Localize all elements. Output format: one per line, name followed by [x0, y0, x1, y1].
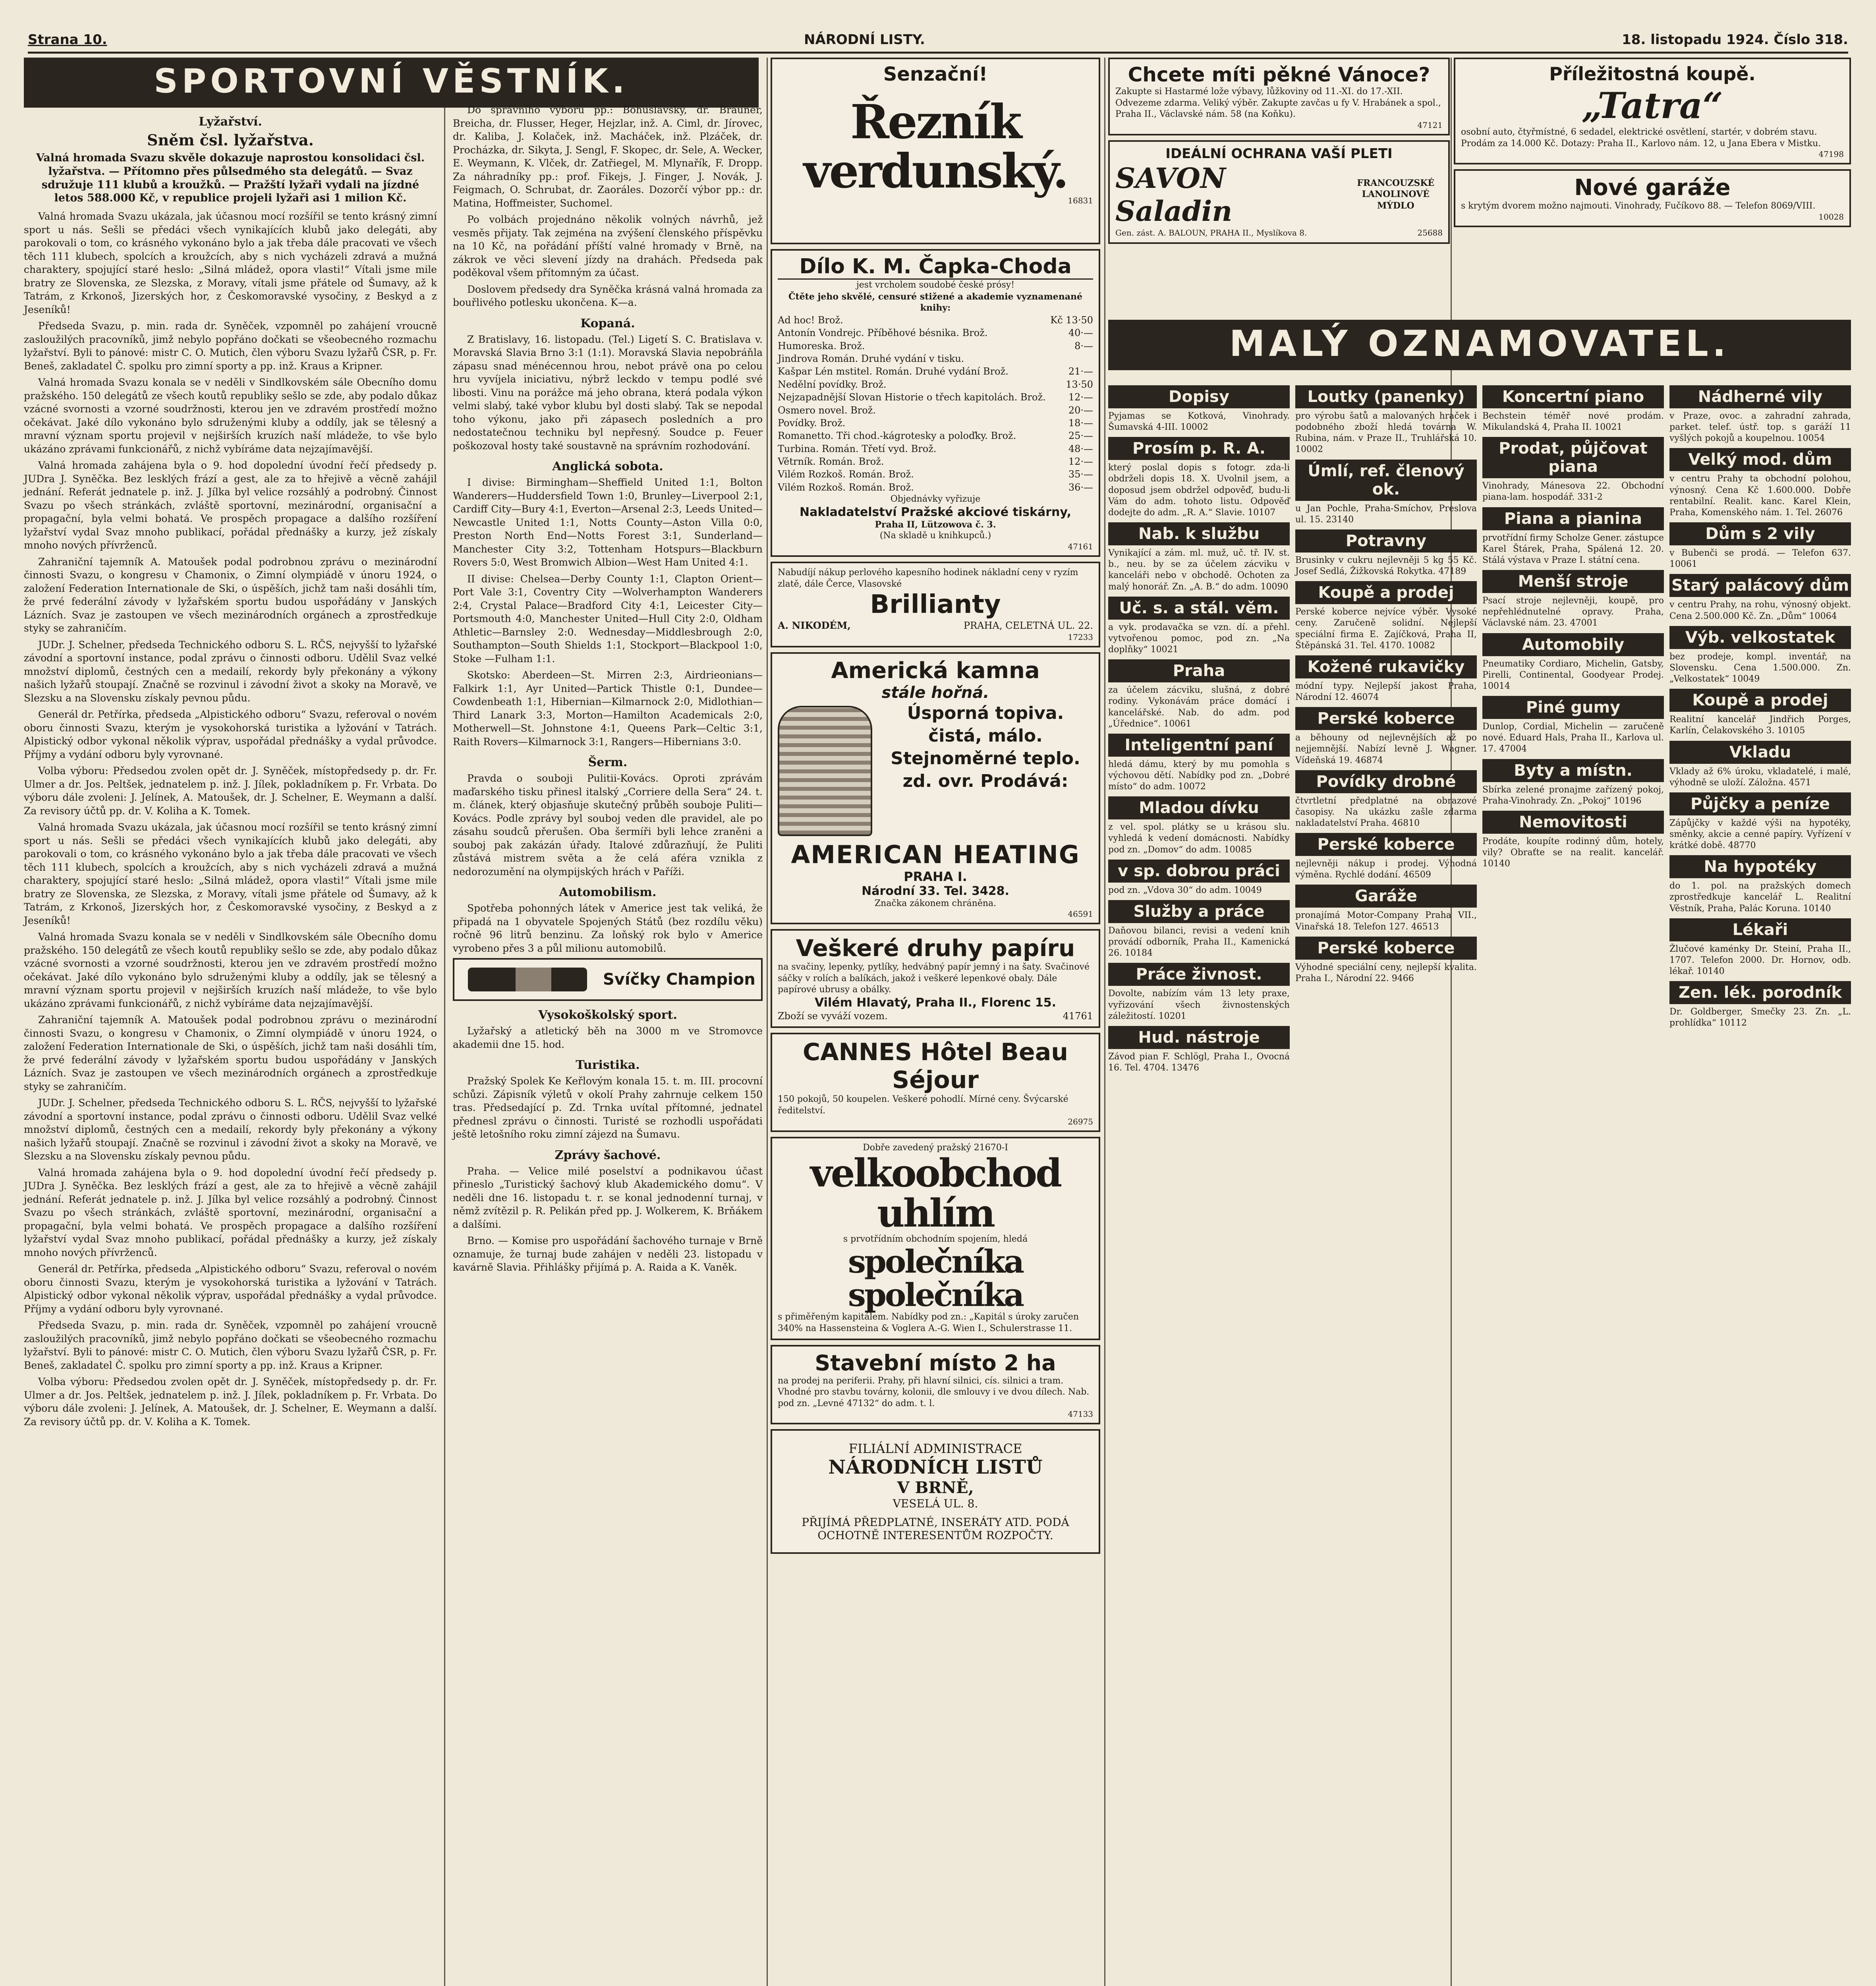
- page-number: Strana 10.: [28, 32, 107, 48]
- paragraph: Zahraniční tajemník A. Matoušek podal podrobnou zprávu o mezinárodní činnosti Svazu, o kongresu v Chamonix, o Zimní olympiádě v únoru 1924, o založení Federation Internationale de Ski, o úspěších, jichž tam naši dosáhli tím, že prvé federální závody v lyžařském sportu budou uspořádány v Janských Lázních. Svaz je zastoupen ve všech mezinárodních orgánech a zprostředkuje styky se zahraničím.: [24, 1014, 437, 1092]
- text-ads-stavebni-num: 47133: [1068, 1409, 1093, 1419]
- text-classified-col4sections-1-t: Výhodné speciální ceny, nejlepší kvalita. Praha I., Národní 22. 9466: [1295, 962, 1477, 983]
- text-ads-velkoobchod-big: velkoobchod uhlím: [810, 1151, 1061, 1236]
- text-ads-capek-books-5-price: 13·50: [1066, 379, 1093, 390]
- text-classified-colb-1-h: Úmlí, ref. členový ok.: [1295, 460, 1477, 501]
- text-ads-capek-books-9-price: 25·—: [1068, 430, 1093, 442]
- text-classified-cold-1-t: v centru Prahy ta obchodní polohou, výnosný. Cena Kč 1.600.000. Dobře rentabilní. Realit. kanc. Karel Klein, Praha, Komenského nám. 1. Tel. 26076: [1669, 474, 1851, 518]
- text-col4-vanoce-text: Zakupte si Hastarmé lože výbavy, lůžkoviny od 11.-XI. do 17.-XII. Odvezeme zdarma. Veliký výběr. Zakupte zavčas u fy V. Hrabánek a spol., Praha II., Václavské nám. 58 (na Koňku).: [1115, 87, 1441, 120]
- text-ads-capek-books-12-price: 35·—: [1068, 469, 1093, 480]
- text-ads-kamna-num: 46591: [1068, 909, 1093, 919]
- coal-wholesale-ad: [771, 1137, 1100, 1340]
- text-ads-capek-books-13-price: 36·—: [1068, 481, 1093, 493]
- paragraph: Praha. — Velice milé poselství a podnikavou účast přineslo „Turistický šachový klub Akademického domu“. V neděli dne 16. listopadu t. r. se konal jednodenní turnaj, v němž zvítězil p. R. Pelikán před pp. J. Wolkerem, K. Brňákem a dalšími.: [453, 1165, 763, 1230]
- text-ads-velkoobchod-text: s přiměřeným kapitálem. Nabídky pod zn.: „Kapitál s úroky zaručen 340% na Hassensteina & Voglera A.-G. Wien I., Schulerstrasse 11.: [778, 1312, 1079, 1333]
- text-classified-colb-5-h: Perské koberce: [1295, 707, 1477, 730]
- paragraph: Valná hromada Svazu konala se v neděli v Sindlkovském sále Obecního domu pražského. 150 delegátů ze všech koutů republiky sešlo se zde, aby podalo důkaz vzácné svornosti a vzorné soudržnosti, kterou jen ve zdravém prostředí možno očekávat. Jaké dílo vykonáno bylo sdruženými kluby a oddíly, jak se tělesný a mravní význam sportu projevil v nejširších kruzích naší mládeže, to vše bylo ukázáno zprávami funkcionářů, z nichž vybíráme data nejzajímavější.: [24, 931, 437, 1009]
- paragraph: Valná hromada Svazu ukázala, jak účasnou mocí rozšířil se tento krásný zimní sport u nás. Sešli se předáci všech vynikajících klubů jako delegáti, aby parokovali o tom, co krásného vykonáno bylo a jak třeba dále pracovati ve všech těch 111 klubech, spolcích a kroužcích, aby s nich vycházeli zdravá a mužná charaktery, spojující staré heslo: „Silná mládež, opora vlasti!“ Vítali jsme mile bratry ze Slovenska, ze Slezska, z Moravy, vítali jsme přátele od Šumavy, až k Tatrám, z Krkonoš, Jizerských hor, z Českomoravské vysočiny, z Beskyd a z Jeseníků!: [24, 821, 437, 926]
- text-ads-brno-l1: FILIÁLNÍ ADMINISTRACE: [848, 1441, 1022, 1457]
- text-ads-capek-books-9-name: Romanetto. Tři chod.-kágrotesky a poloďky. Brož.: [778, 430, 1016, 442]
- text-ads-capek-books-6-price: 12·—: [1068, 392, 1093, 403]
- section-heading: Lyžařství.: [199, 115, 262, 129]
- text-ads-kamna-brand: AMERICAN HEATING: [791, 840, 1080, 869]
- text-ads-capek-books-0-name: Ad hoc! Brož.: [778, 314, 843, 326]
- text-classified-cold-5-t: Realitní kancelář Jindřich Porges, Karlín, Čelakovského 3. 10105: [1669, 715, 1851, 736]
- issue-date: 18. listopadu 1924. Číslo 318.: [1622, 32, 1848, 48]
- text-classified-rightsections-2-h: Na hypotéky: [1669, 855, 1851, 878]
- american-stove-ad: [771, 652, 1100, 925]
- text-classified-colc-0-t: Bechstein téměř nové prodám. Mikulandská 4, Praha II. 10021: [1482, 411, 1664, 433]
- text-ads-brilliant-num: 17233: [1068, 632, 1093, 642]
- text-ads-capek-order: Objednávky vyřizuje: [890, 494, 981, 504]
- text-classified-cola-7-t: pod zn. „Vdova 30“ do adm. 10049: [1108, 885, 1262, 895]
- paragraph: Lyžařský a atletický běh na 3000 m ve Stromovce akademii dne 15. hod.: [453, 1025, 763, 1050]
- text-classified-rightsections-2-t: do 1. pol. na pražských domech zprostředkuje kancelář L. Realitní Věstník, Praha, Palác Koruna. 10140: [1669, 881, 1851, 914]
- text-ads-brno-l3: V BRNĚ,: [897, 1478, 974, 1497]
- text-classified-col4sections-2-h: Byty a místn.: [1482, 759, 1664, 782]
- text-classified-colc-0-h: Koncertní piano: [1482, 385, 1664, 408]
- paragraph: Brno. — Komise pro uspořádání šachového turnaje v Brně oznamuje, že turnaj bude zahájen v neděli 23. listopadu v kavárně Slavia. Přihlášky přijímá p. A. Raida a K. Vaněk.: [453, 1235, 763, 1273]
- paragraph: Valná hromada zahájena byla o 9. hod dopolední úvodní řečí předsedy p. JUDra J. Syněčka. Bez lesklých frází a gest, ale za to hřejivě a věcně zahájil jednání. Referát jednatele p. inž. J. Jílka byl velice rozsáhlý a podrobný. Činnost Svazu po všech stránkách, zvláště sportovní, mezinárodní, organisační a propagační, byla velmi bohatá. Ve prospěch propagace a dalšího rozšíření lyžařství vydal Svaz mnoho publikací, pořádal přednášky a kurzy, jež získaly mnoho nových přívrženců.: [24, 1167, 437, 1258]
- text-ads-papir-text: na svačiny, lepenky, pytlíky, hedvábný papír jemný i na šaty. Svačinové sáčky v rolích a balíkách, jakož i veškeré lepenkové obaly. Dále papírové ubrusy a obálky.: [778, 962, 1090, 995]
- text-ads-kamna-title: Americká kamna: [831, 657, 1040, 684]
- text-ads-stavebni-text: na prodej na periferii. Prahy, při hlavní silnici, cís. silnici a tram. Vhodné pro stavbu továrny, kolonii, dle smlouvy i ve dvou dílech. Nab. pod zn. „Levné 47132“ do adm. t. l.: [778, 1376, 1090, 1408]
- text-ads-capek-books-13-name: Vilém Rozkoš. Román. Brož.: [778, 481, 914, 493]
- text-ads-capek-books-10-price: 48·—: [1068, 443, 1093, 454]
- text-classified-col4sections-4-h: Služby a práce: [1108, 900, 1290, 923]
- text-classified-colc-3-t: Psací stroje nejlevněji, koupě, pro nepřehlédnutelné opravy. Praha, Václavské nám. 23. 47001: [1482, 596, 1664, 628]
- text-col5-garaze-text: s krytým dvorem možno najmouti. Vinohrady, Fučíkovo 88. — Telefon 8069/VIII.: [1461, 201, 1816, 211]
- paragraph: Volba výboru: Předsedou zvolen opět dr. J. Syněček, místopředsedy p. dr. Fr. Ulmer a dr. Jos. Peltšek, jednatelem p. inž. J. Jílek, pokladníkem p. Fr. Vrbata. Do výboru dále zvoleni: J. Jelínek, A. Matoušek, dr. J. Schelner, E. Weymann a další. Za revisory účtů pp. dr. V. Koliha a K. Tomek.: [24, 1376, 437, 1428]
- text-classified-cold-0-t: v Praze, ovoc. a zahradní zahrada, parket. telef. ústř. top. s garáží 11 vyšlých pokojů a koupelnou. 10054: [1669, 411, 1851, 444]
- brno-office-ad: [771, 1429, 1100, 1554]
- text-classified-cola-6-t: z vel. spol. plátky se u krásou slu. vyhledá k vedení domácnosti. Nabídky pod zn. „Domov“ do adm. 10085: [1108, 822, 1290, 855]
- text-classified-rightsections-3-h: Lékaři: [1669, 918, 1851, 941]
- text-classified-rightsections-4-h: Zen. lék. porodník: [1669, 981, 1851, 1004]
- paragraph: Valná hromada Svazu ukázala, jak účasnou mocí rozšířil se tento krásný zimní sport u nás. Sešli se předáci všech vynikajících klubů jako delegáti, aby parokovali o tom, co krásného vykonáno bylo a jak třeba dále pracovati ve všech těch 111 klubech, spolcích a kroužcích, aby s nich vycházeli zdravá a mužná charaktery, spojující staré heslo: „Silná mládež, opora vlasti!“ Vítali jsme mile bratry ze Slovenska, ze Slezska, z Moravy, vítali jsme přátele od Šumavy, až k Tatrám, z Krkonoš, Jizerských hor, z Českomoravské vysočiny, z Beskyd a z Jeseníků!: [24, 211, 437, 315]
- spark-plug-icon: [468, 968, 587, 991]
- text-ads-kamna-sub: stále hořná.: [881, 683, 989, 702]
- text-classified-col4sections-6-h: Hud. nástroje: [1108, 1026, 1290, 1049]
- text-ads-capek-title: Dílo K. M. Čapka-Choda: [778, 255, 1093, 280]
- text-classified-colc-4-h: Automobily: [1482, 633, 1664, 656]
- text-classified-cola-5-t: hledá dámu, který by mu pomohla s výchovou dětí. Nabídky pod zn. „Dobré místo“ do adm. 10072: [1108, 759, 1290, 792]
- text-classified-colb-6-h: Povídky drobné: [1295, 770, 1477, 793]
- text-classified-cold-5-h: Koupě a prodej: [1669, 689, 1851, 712]
- text-classified-col4sections-3-t: Prodáte, koupíte rodinný dům, hotely, vily? Obraťte se na realit. kancelář. 10140: [1482, 836, 1664, 869]
- text-classified-cola-4-h: Praha: [1108, 659, 1290, 682]
- page-header: [28, 16, 1848, 54]
- paragraph: Z Bratislavy, 16. listopadu. (Tel.) Ligetí S. C. Bratislava v. Moravská Slavia Brno 3:1 (1:1). Moravská Slavia nepobráňla zápasu snad ménécennou hrou, nebot právě ona po celou hru vyvíjela iniciativu, nýbrž leckdo v tempu podlé své libosti. Vinu na porážce má jeho obrana, která podala výkon velmi slabý, také vybor klubu byl dosti slabý. Tak se nepodal toho výkonu, jako při zápasech posledních a pro nedostatečnou techniku byl nepřesný. Soudce p. Feuer poškozoval hosty také soustavně na správním rozhodování.: [453, 333, 763, 452]
- text-classified-rightsections-1-t: Zápůjčky v každé výši na hypotéky, směnky, akcie a cenné papíry. Vyřízení v krátké době. 48770: [1669, 818, 1851, 851]
- text-ads-capek-books-11-name: Větrník. Román. Brož.: [778, 456, 884, 468]
- text-classified-rightsections-1-h: Půjčky a peníze: [1669, 792, 1851, 815]
- section-heading: Anglická sobota.: [552, 460, 663, 473]
- text-ads-capek-books-7-name: Osmero novel. Brož.: [778, 404, 876, 416]
- garage-ad: [1454, 169, 1851, 227]
- section-heading: Automobilism.: [559, 885, 657, 899]
- text-classified-colb-1-t: u Jan Pochle, Praha-Smíchov, Preslova ul. 15. 23140: [1295, 503, 1477, 525]
- text-classified-rightsections-3-t: Žlučové kaménky Dr. Steiní, Praha II., 1707. Telefon 2000. Dr. Hornov, odb. lékař. 10140: [1669, 944, 1851, 977]
- section-heading: Zprávy šachové.: [554, 1148, 661, 1162]
- text-col4-vanoce-num: 47121: [1417, 120, 1443, 130]
- text-ads-capek-books-3-name: Jindrova Román. Druhé vydání v tisku.: [778, 353, 964, 364]
- text-classified-col4sections-3-h: Nemovitosti: [1482, 811, 1664, 834]
- text-classified-cola-3-h: Uč. s. a stál. věm.: [1108, 597, 1290, 620]
- text-ads-cannes-text: 150 pokojů, 50 koupelen. Veškeré pohodlí. Mírné ceny. Švýcarské ředitelství.: [778, 1094, 1068, 1116]
- section-heading: Vysokoškolský sport.: [538, 1008, 677, 1022]
- tatra-ad: [1454, 58, 1851, 164]
- text-ads-capek-addr2: (Na skladě u knihkupců.): [879, 531, 991, 541]
- text-ads-capek-books-8-price: 18·—: [1068, 417, 1093, 429]
- text-ads-kamna-note: Značka zákonem chráněna.: [874, 898, 997, 908]
- section-heading: Kopaná.: [580, 316, 635, 330]
- text-classified-col4sections-0-h: Garáže: [1295, 885, 1477, 908]
- text-classified-cold-1-h: Velký mod. dům: [1669, 448, 1851, 471]
- paper-ad: [771, 929, 1100, 1028]
- text-ads-capek-books-4-price: 21·—: [1068, 366, 1093, 377]
- paper-name: NÁRODNÍ LISTY.: [804, 32, 925, 48]
- text-ads-capek-books-12-name: Vilém Rozkoš. Román. Brož.: [778, 469, 914, 480]
- section-heading: Turistika.: [576, 1058, 640, 1072]
- paragraph: Doslovem předsedy dra Syněčka krásná valná hromada za bouřlivého potlesku ukončena. K—a.: [453, 283, 763, 308]
- sensacni-ad: [771, 58, 1100, 244]
- paragraph: Do správního výboru pp.: Bohuslavský, dr. Brauner, Breicha, dr. Flusser, Heger, Hejzlar, inž. A. Ciml, dr. Jírovec, dr. Kaliba, J. Kolaček, inž. Macháček, inž. Plzáček, dr. Procházka, dr. Sikyta, J. Sengl, F. Skopec, dr. Sele, A. Wecker, E. Weymann, K. Vlček, dr. Zatřiegel, M. Mlynařík, F. Dropp. Za náhradníky pp.: prof. Fikejs, J. Finger, J. Novák, J. Feigmach, O. Schrubat, dr. Zaoráles. Dozorčí výbor pp.: dr. Matina, Hoffmeister, Suchomel.: [453, 104, 763, 209]
- text-classified-colc-2-h: Piana a pianina: [1482, 507, 1664, 530]
- text-ads-capek-books-7-price: 20·—: [1068, 404, 1093, 416]
- text-classified-colb-5-t: a běhouny od nejlevnějších až po nejjemnější. Nabízí levně J. Wagner. Vídeňská 19. 46874: [1295, 733, 1477, 765]
- text-ads-capek-books-1-name: Antonín Vondrejc. Příběhové bésnika. Brož.: [778, 327, 988, 339]
- column-rule: [1104, 58, 1105, 1986]
- text-classified-cola-4-t: za účelem zácviku, slušná, z dobré rodiny. Vykonávám práce domácí i kancelářské. Nab. do adm. pod „Úřednice“. 10061: [1108, 685, 1290, 729]
- paragraph: II divise: Chelsea—Derby County 1:1, Clapton Orient—Port Vale 3:1, Coventry City —Wolverhampton Wanderers 2:4, Crystal Palace—Bradford City 4:1, Leicester City—Portsmouth 4:0, Manchester United—Hull City 2:0, Oldham Athletic—Barnsley 2:0. Wednesday—Middlesbrough 2:0, Southampton—South Shields 1:1, Stockport—Blackpool 1:0, Stoke —Fulham 1:1.: [453, 573, 763, 665]
- text-ads-brno-l4: VESELÁ UL. 8.: [893, 1497, 978, 1511]
- text-classified-cola-1-h: Prosím p. R. A.: [1108, 437, 1290, 460]
- classified-col-b: [1295, 381, 1477, 1986]
- text-ads-brilliant-text: Nabudíjí nákup perlového kapesního hodinek nákladní ceny v ryzím zlatě, dále Čerce, Vlasovské: [778, 568, 1078, 589]
- text-ads-sensacni-big: Řezník verdunský.: [803, 94, 1068, 199]
- text-classified-cola-3-t: a vyk. prodavačka se vzn. dí. a přehl. vytvořenou pomoc, pod zn. „Na doplňky“ 10021: [1108, 622, 1290, 655]
- text-ads-capek-books-2-price: 8·—: [1074, 340, 1093, 352]
- text-ads-papir-num: 41761: [1063, 1010, 1093, 1022]
- champion-ad: Svíčky Champion: [453, 958, 763, 1001]
- text-ads-velkoobchod-top: Dobře zavedený pražský 21670-I: [863, 1142, 1008, 1153]
- column-rule: [767, 58, 768, 1986]
- text-ads-kamna-side: Úsporná topiva. čistá, málo. Stejnoměrné teplo. zd. ovr. Prodává:: [891, 703, 1080, 792]
- text-classified-col4sections-1-h: Perské koberce: [1295, 937, 1477, 960]
- paragraph: Skotsko: Aberdeen—St. Mirren 2:3, Airdrieonians—Falkirk 1:1, Ayr United—Partick Thistle 0:1, Dundee—Cowdenbeath 1:1, Hibernian—Kilmarnock 2:0, Midlothian—Third Lanark 3:3, Morton—Hamilton Academicals 2:0, Motherwell—St. Johnstone 4:1, Queens Park—Celtic 3:1, Raith Rovers—Kilmarnock 3:1, Rangers—Hibernians 3:0.: [453, 669, 763, 748]
- paragraph: Generál dr. Petřírka, předseda „Alpistického odboru“ Svazu, referoval o novém oboru činnosti Svazu, kterým je vysokohorská turistika a lyžování v Tatrách. Alpistický odbor vykonal několik výprav, uspořádal přednášky a vydal průvodce. Příjmy a vydání odboru byly vyrovnané.: [24, 709, 437, 760]
- classified-grid: [1108, 381, 1851, 1986]
- paragraph: Předseda Svazu, p. min. rada dr. Syněček, vzpomněl po zahájení vroucně zasloužilých pracovníků, jimž nebylo popřáno dočkati se všeobecného rozmachu lyžařství. Byli to pánové: mistr C. O. Mutich, člen výboru Svazu lyžařů ČSR, p. Fr. Beneš, zakladatel Č. spolku pro zimní sporty a pp. inž. Kraus a Kripner.: [24, 320, 437, 372]
- text-classified-cold-3-h: Starý palácový dům: [1669, 574, 1851, 597]
- text-ads-brilliant-name: A. NIKODÉM,: [778, 620, 851, 632]
- text-classified-cola-1-t: který poslal dopis s fotogr. zda-li obdrželi dopis 18. X. Uvolnil jsem, a doposud jsem obdržel odpověď, budu-li Vám do adm. tohoto listu. Odpověď dodejte do adm. „R. A.“ Slavie. 10107: [1108, 463, 1290, 518]
- capek-books-ad: [771, 249, 1100, 557]
- text-col4-saladin-foot: Gen. zást. A. BALOUN, PRAHA II., Myslíkova 8.: [1115, 228, 1307, 238]
- text-classified-cold-4-h: Výb. velkostatek: [1669, 626, 1851, 649]
- text-col4-saladin-brand: SAVON Saladin: [1115, 161, 1233, 228]
- text-classified-col4sections-5-t: Dovolte, nabízím vám 13 lety praxe, vyřizování všech živnostenských záležitostí. 10201: [1108, 989, 1290, 1021]
- christmas-ad: [1108, 58, 1450, 135]
- text-classified-colb-3-h: Koupě a prodej: [1295, 581, 1477, 604]
- text-ads-capek-lines-1: Čtěte jeho skvělé, censuré stižené a akademie vyznamenané knihy:: [788, 291, 1083, 313]
- text-col4-saladin-num: 25688: [1417, 228, 1443, 238]
- text-classified-cold-0-h: Nádherné vily: [1669, 385, 1851, 408]
- text-classified-cola-0-h: Dopisy: [1108, 385, 1290, 408]
- text-classified-colc-5-t: Dunlop, Cordial, Michelin — zaručeně nové. Eduard Hals, Praha II., Karlova ul. 17. 47004: [1482, 722, 1664, 754]
- text-classified-cola-5-h: Inteligentní paní: [1108, 734, 1290, 757]
- text-classified-colb-0-t: pro výrobu šatů a malovaných hraček i podobného zboží hledá továrna W. Rubina, nám. v Praze II., Truhlářská 10. 10002: [1295, 411, 1477, 455]
- text-col5-garaze-num: 10028: [1818, 212, 1844, 222]
- text-col5-tatra-num: 47198: [1818, 149, 1844, 159]
- ads-column: [771, 58, 1100, 1986]
- text-ads-capek-books-10-name: Turbina. Román. Třetí vyd. Brož.: [778, 443, 937, 454]
- text-classified-cola-6-h: Mladou dívku: [1108, 796, 1290, 819]
- text-ads-brno-l2: NÁRODNÍCH LISTŮ: [828, 1456, 1043, 1479]
- text-ads-capek-books-11-price: 12·—: [1068, 456, 1093, 468]
- text-classified-colb-3-t: Perské koberce nejvíce výběr. Vysoké ceny. Zaručeně solidní. Nejlepší speciální firma E. Zajíčková, Praha II, Štěpánská 31. Tel. 4170. 10082: [1295, 607, 1477, 651]
- text-classified-colc-1-t: Vinohrady, Mánesova 22. Obchodní piana-lam. hospodář. 331-2: [1482, 481, 1664, 502]
- paragraph: JUDr. J. Schelner, předseda Technického odboru S. L. RČS, nejvyšší to lyžařské závodní a sportovní instance, podal zprávu o činnosti odboru. Udělil Svaz velké množství diplomů, čestných cen a medailí, rekordy byly překonány a výkony našich lyžařů stoupají. Značně se rozvinul i závodní život a skoky na Moravě, ve Slezsku a na Slovensku získaly pevnou půdu.: [24, 1097, 437, 1162]
- text-classified-colb-2-h: Potravny: [1295, 529, 1477, 553]
- text-classified-colb-4-h: Kožené rukavičky: [1295, 655, 1477, 678]
- text-col4-vanoce-title: Chcete míti pěkné Vánoce?: [1128, 63, 1430, 86]
- text-classified-col4sections-6-t: Závod pian F. Schlögl, Praha I., Ovocná 16. Tel. 4704. 13476: [1108, 1051, 1290, 1073]
- paragraph: JUDr. J. Schelner, předseda Technického odboru S. L. RČS, nejvyšší to lyžařské závodní a sportovní instance, podal zprávu o činnosti odboru. Udělil Svaz velké množství diplomů, čestných cen a medailí, rekordy byly překonány a výkony našich lyžařů stoupají. Značně se rozvinul i závodní život a skoky na Moravě, ve Slezsku a na Slovensku získaly pevnou půdu.: [24, 639, 437, 704]
- text-classified-col4sections-2-t: Sbírka zelené pronajme zařízený pokoj, Praha-Vinohrady. Zn. „Pokoj“ 10196: [1482, 784, 1664, 806]
- text-classified-cola-2-h: Nab. k službu: [1108, 522, 1290, 545]
- text-ads-capek-books-1-price: 40·—: [1068, 327, 1093, 339]
- text-ads-capek-books-2-name: Humoreska. Brož.: [778, 340, 865, 352]
- text-ads-brilliant-title: Brillianty: [870, 590, 1001, 620]
- text-classified-colc-5-h: Piné gumy: [1482, 696, 1664, 719]
- text-ads-kamna-city: PRAHA I.: [904, 869, 967, 884]
- text-ads-sensacni-title: Senzační!: [883, 63, 988, 85]
- text-ads-cannes-num: 26975: [1068, 1117, 1093, 1126]
- text-classified-colc-3-h: Menší stroje: [1482, 570, 1664, 593]
- paragraph: Volba výboru: Předsedou zvolen opět dr. J. Syněček, místopředsedy p. dr. Fr. Ulmer a dr. Jos. Peltšek, jednatelem p. inž. J. Jílek, pokladníkem p. Fr. Vrbata. Do výboru dále zvoleni: J. Jelínek, A. Matoušek, dr. J. Schelner, E. Weymann a další. Za revisory účtů pp. dr. V. Koliha a K. Tomek.: [24, 765, 437, 817]
- text-classified-rightsections-0-t: Vklady až 6% úroku, vkladatelé, i malé, výhodně se uloží. Záložna. 4571: [1669, 766, 1851, 788]
- text-classified-cold-4-t: bez prodeje, kompl. inventář, na Slovensku. Cena 1.500.000. Zn. „Velkostatek“ 10049: [1669, 651, 1851, 684]
- text-ads-papir-note: Zboží se vyváží vozem.: [778, 1010, 888, 1022]
- text-classified-colb-7-t: nejlevněji nákup i prodej. Výhodná výměna. Rychlé dodání. 46509: [1295, 859, 1477, 880]
- text-classified-col4sections-0-t: pronajímá Motor-Company Praha VII., Vinařská 18. Telefon 127. 46513: [1295, 910, 1477, 932]
- paragraph: Generál dr. Petřírka, předseda „Alpistického odboru“ Svazu, referoval o novém oboru činnosti Svazu, kterým je vysokohorská turistika a lyžování v Tatrách. Alpistický odbor vykonal několik výprav, uspořádal přednášky a vydal průvodce. Příjmy a vydání odboru byly vyrovnané.: [24, 1263, 437, 1315]
- text-col5-tatra-title: Příležitostná koupě.: [1549, 63, 1756, 85]
- text-classified-colb-2-t: Brusinky v cukru nejlevněji 5 kg 55 Kč. Josef Sedlá, Žižkovská Rokytka. 47189: [1295, 555, 1477, 577]
- text-ads-velkoobchod-big2: společníka společníka: [848, 1243, 1023, 1314]
- text-classified-col4sections-5-h: Práce živnost.: [1108, 963, 1290, 986]
- text-classified-colb-6-t: čtvrtletní předplatné na obrazové časopisy. Na ukázku zašle zdarma nakladatelství Praha. 46810: [1295, 796, 1477, 828]
- text-ads-velkoobchod-mid: s prvotřídním obchodním spojením, hledá: [843, 1234, 1028, 1244]
- text-ads-cannes-title: CANNES Hôtel Beau Séjour: [803, 1038, 1068, 1094]
- text-classified-cola-2-t: Vynikající a zám. ml. muž, uč. tř. IV. st. b., neu. by se za účelem zácviku v kanceláři nebo v obchodě. Ochoten za malý honorář. Zn. „A. B.“ do adm. 10090: [1108, 548, 1290, 592]
- text-classified-colc-2-t: prvotřídní firmy Scholze Gener. zástupce Karel Štárek, Praha, Spálená 12. 20. Stálá výstava v Praze I. státní cena.: [1482, 533, 1664, 565]
- saladin-soap-ad: [1108, 140, 1450, 244]
- paragraph: Pražský Spolek Ke Keřlovým konala 15. t. m. III. procovní schůzi. Zápisník výletů v okolí Prahy zahrnuje celkem 150 tras. Předsedající p. Zd. Trnka uvítal přítomné, jednatel přednesl zprávu o činnosti. Turisté se rozhodli uspořádati ještě letošního roku zimní zájezd na Šumavu.: [453, 1075, 763, 1140]
- text-ads-capek-addr: Praha II, Lützowova č. 3.: [875, 519, 996, 530]
- article-lead: Valná hromada Svazu skvěle dokazuje naprostou konsolidaci čsl. lyžařstva. — Přítomno přes půlsedmého sta delegátů. — Svaz sdružuje 111 klubů a kroužků. — Pražští lyžaři vydali na jízdné letos 588.000 Kč, v republice projeli lyžaři asi 1 milion Kč.: [36, 152, 425, 205]
- text-classified-cold-2-h: Dům s 2 vily: [1669, 522, 1851, 545]
- text-ads-capek-books-6-name: Nejzapadnější Slovan Historie o třech kapitolách. Brož.: [778, 392, 1046, 403]
- paragraph: Zahraniční tajemník A. Matoušek podal podrobnou zprávu o mezinárodní činnosti Svazu, o kongresu v Chamonix, o Zimní olympiádě v únoru 1924, o založení Federation Internationale de Ski, o úspěších, jichž tam naši dosáhli tím, že prvé federální závody v lyžařském sportu budou uspořádány v Janských Lázních. Svaz je zastoupen ve všech mezinárodních orgánech a zprostředkuje styky se zahraničím.: [24, 556, 437, 634]
- paragraph: Po volbách projednáno několik volných návrhů, jež vesměs přijaty. Tak zejména na zvýšení členského příspěvku na 10 Kč, na pořádání příští valné hromady v Brně, na zákrok ve věci slevení jízdy na drahách. Předseda pak poděkoval všem přítomným za účast.: [453, 214, 763, 278]
- text-col4-saladin-right: FRANCOUZSKÉ LANOLINOVÉ MÝDLO: [1357, 178, 1435, 211]
- text-classified-rightsections-0-h: Vkladu: [1669, 741, 1851, 764]
- sport-column-2: [453, 103, 763, 1986]
- text-ads-brno-l5: PŘIJÍMÁ PŘEDPLATNÉ, INSERÁTY ATD. PODÁ OCHOTNĚ INTERESENTŮM ROZPOČTY.: [802, 1516, 1069, 1542]
- text-ads-capek-books-8-name: Povídky. Brož.: [778, 417, 846, 429]
- classified-col-a: [1108, 381, 1290, 1986]
- paragraph: Pravda o souboji Pulitii-Kovács. Oproti zprávám maďarského tisku přinesl italský „Corriere della Sera“ 24. t. m. článek, který objasňuje skutečný průběh souboje Puliti—Kovács. Podle zprávy byl souboj veden dle pravidel, ale po zásahu soudců přerušen. Oba šermíři byli lehce zraněni a souboj pak zakázán úřady. Italové zdůrazňují, že Puliti zůstává mistrem světa a že celá aféra vznikla z nedorozumění na olympijských hrách v Paříži.: [453, 773, 763, 877]
- text-classified-cold-2-t: v Bubenči se prodá. — Telefon 637. 10061: [1669, 548, 1851, 570]
- text-classified-colc-4-t: Pneumatiky Cordiaro, Michelin, Gatsby, Pirelli, Continental, Goodyear Prodej. 10014: [1482, 659, 1664, 691]
- text-ads-capek-num: 47161: [1068, 542, 1093, 552]
- paragraph: Valná hromada zahájena byla o 9. hod dopolední úvodní řečí předsedy p. JUDra J. Syněčka. Bez lesklých frází a gest, ale za to hřejivě a věcně zahájil jednání. Referát jednatele p. inž. J. Jílka byl velice rozsáhlý a podrobný. Činnost Svazu po všech stránkách, zvláště sportovní, mezinárodní, organisační a propagační, byla velmi bohatá. Ve prospěch propagace a dalšího rozšíření lyžařství vydal Svaz mnoho publikací, pořádal přednášky a kurzy, jež získaly mnoho nových přívrženců.: [24, 460, 437, 551]
- text-ads-capek-books-0-price: Kč 13·50: [1050, 314, 1093, 326]
- text-classified-colb-4-t: módní typy. Nejlepší jakost Praha, Národní 12. 46074: [1295, 681, 1477, 703]
- text-ads-capek-publisher: Nakladatelství Pražské akciové tiskárny,: [800, 505, 1071, 519]
- text-ads-stavebni-title: Stavební místo 2 ha: [815, 1350, 1056, 1376]
- text-col5-tatra-brand: „Tatra“: [1582, 85, 1723, 127]
- classified-col-d: [1669, 381, 1851, 1986]
- text-classified-colb-7-h: Perské koberce: [1295, 833, 1477, 856]
- article-title: Sněm čsl. lyžařstva.: [147, 131, 314, 149]
- text-classified-colb-0-h: Loutky (panenky): [1295, 385, 1477, 408]
- text-classified-cola-7-h: v sp. dobrou práci: [1108, 860, 1290, 883]
- text-col5-tatra-text: osobní auto, čtyřmístné, 6 sedadel, elektrické osvětlení, startér, v dobrém stavu. Prodám za 14.000 Kč. Dotazy: Praha II., Karlovo nám. 12, u Jana Ebera v Mistku.: [1461, 127, 1821, 149]
- paragraph: I divise: Birmingham—Sheffield United 1:1, Bolton Wanderers—Huddersfield Town 1:0, Brunley—Liverpool 2:1, Cardiff City—Bury 4:1, Everton—Arsenal 2:3, Leeds United—Newcastle United 1:1, Notts County—Aston Villa 0:0, Preston North End—Notts Forest 3:1, Sunderland—Manchester City 3:2, Tottenham Hotspurs—Blackburn Rovers 5:0, West Bromwich Albion—West Ham United 4:1.: [453, 477, 763, 568]
- building-lot-ad: [771, 1345, 1100, 1425]
- text-classified-cola-0-t: Pyjamas se Kotková, Vinohrady. Šumavská 4-III. 10002: [1108, 411, 1290, 433]
- text-ads-papir-firm: Vilém Hlavatý, Praha II., Florenc 15.: [814, 995, 1057, 1010]
- text-ads-brilliant-addr: PRAHA, CELETNÁ UL. 22.: [964, 620, 1093, 632]
- text-classified-rightsections-4-t: Dr. Goldberger, Smečky 23. Zn. „L. prohlídka“ 10112: [1669, 1007, 1851, 1028]
- text-col4-saladin-top: IDEÁLNÍ OCHRANA VAŠÍ PLETI: [1165, 145, 1393, 162]
- text-ads-capek-books-4-name: Kašpar Lén mstitel. Román. Druhé vydání Brož.: [778, 366, 1009, 377]
- cannes-ad: [771, 1033, 1100, 1132]
- brilliant-ad: [771, 562, 1100, 647]
- text-classified-col4sections-4-t: Daňovou bilanci, revisi a vedení knih provádí odborník, Praha II., Kamenická 26. 10184: [1108, 925, 1290, 958]
- text-ads-capek-lines-0: jest vrcholem soudobé české prósy!: [856, 280, 1015, 290]
- text-classified-cold-3-t: v centru Prahy, na rohu, výnosný objekt. Cena 2.500.000 Kč. Zn. „Dům“ 10064: [1669, 600, 1851, 621]
- sport-banner: SPORTOVNÍ VĚSTNÍK.: [24, 58, 759, 108]
- classified-banner: MALÝ OZNAMOVATEL.: [1108, 320, 1851, 370]
- text-classified-colc-1-h: Prodat, půjčovat piana: [1482, 437, 1664, 478]
- text-ads-papir-title: Veškeré druhy papíru: [796, 935, 1075, 962]
- section-heading: Šerm.: [588, 755, 628, 769]
- text-ads-sensacni-num: 16831: [1068, 195, 1093, 205]
- paragraph: Spotřeba pohonných látek v Americe jest tak veliká, že připadá na 1 obyvatele Spojených Států (bez rozdílu věku) ročně 96 litrů benzinu. Za loňský rok bylo v Americe vyrobeno přes 3 a půl milionu automobilů.: [453, 902, 763, 954]
- text-ads-kamna-addr: Národní 33. Tel. 3428.: [862, 884, 1009, 898]
- paragraph: Předseda Svazu, p. min. rada dr. Syněček, vzpomněl po zahájení vroucně zasloužilých pracovníků, jimž nebylo popřáno dočkati se všeobecného rozmachu lyžařství. Byli to pánové: mistr C. O. Mutich, člen výboru Svazu lyžařů ČSR, p. Fr. Beneš, zakladatel Č. spolku pro zimní sporty a pp. inž. Kraus a Kripner.: [24, 1319, 437, 1371]
- stove-icon: [778, 706, 872, 836]
- text-ads-capek-books-5-name: Nedělní povídky. Brož.: [778, 379, 887, 390]
- classified-col-c: [1482, 381, 1664, 1986]
- column-rule: [444, 58, 445, 1986]
- paragraph: Valná hromada Svazu konala se v neděli v Sindlkovském sále Obecního domu pražského. 150 delegátů ze všech koutů republiky sešlo se zde, aby podalo důkaz vzácné svornosti a vzorné soudržnosti, kterou jen ve zdravém prostředí možno očekávat. Jaké dílo vykonáno bylo sdruženými kluby a oddíly, jak se tělesný a mravní význam sportu projevil v nejširších kruzích naší mládeže, to vše bylo ukázáno zprávami funkcionářů, z nichž vybíráme data nejzajímavější.: [24, 377, 437, 455]
- text-col5-garaze-title: Nové garáže: [1574, 175, 1731, 201]
